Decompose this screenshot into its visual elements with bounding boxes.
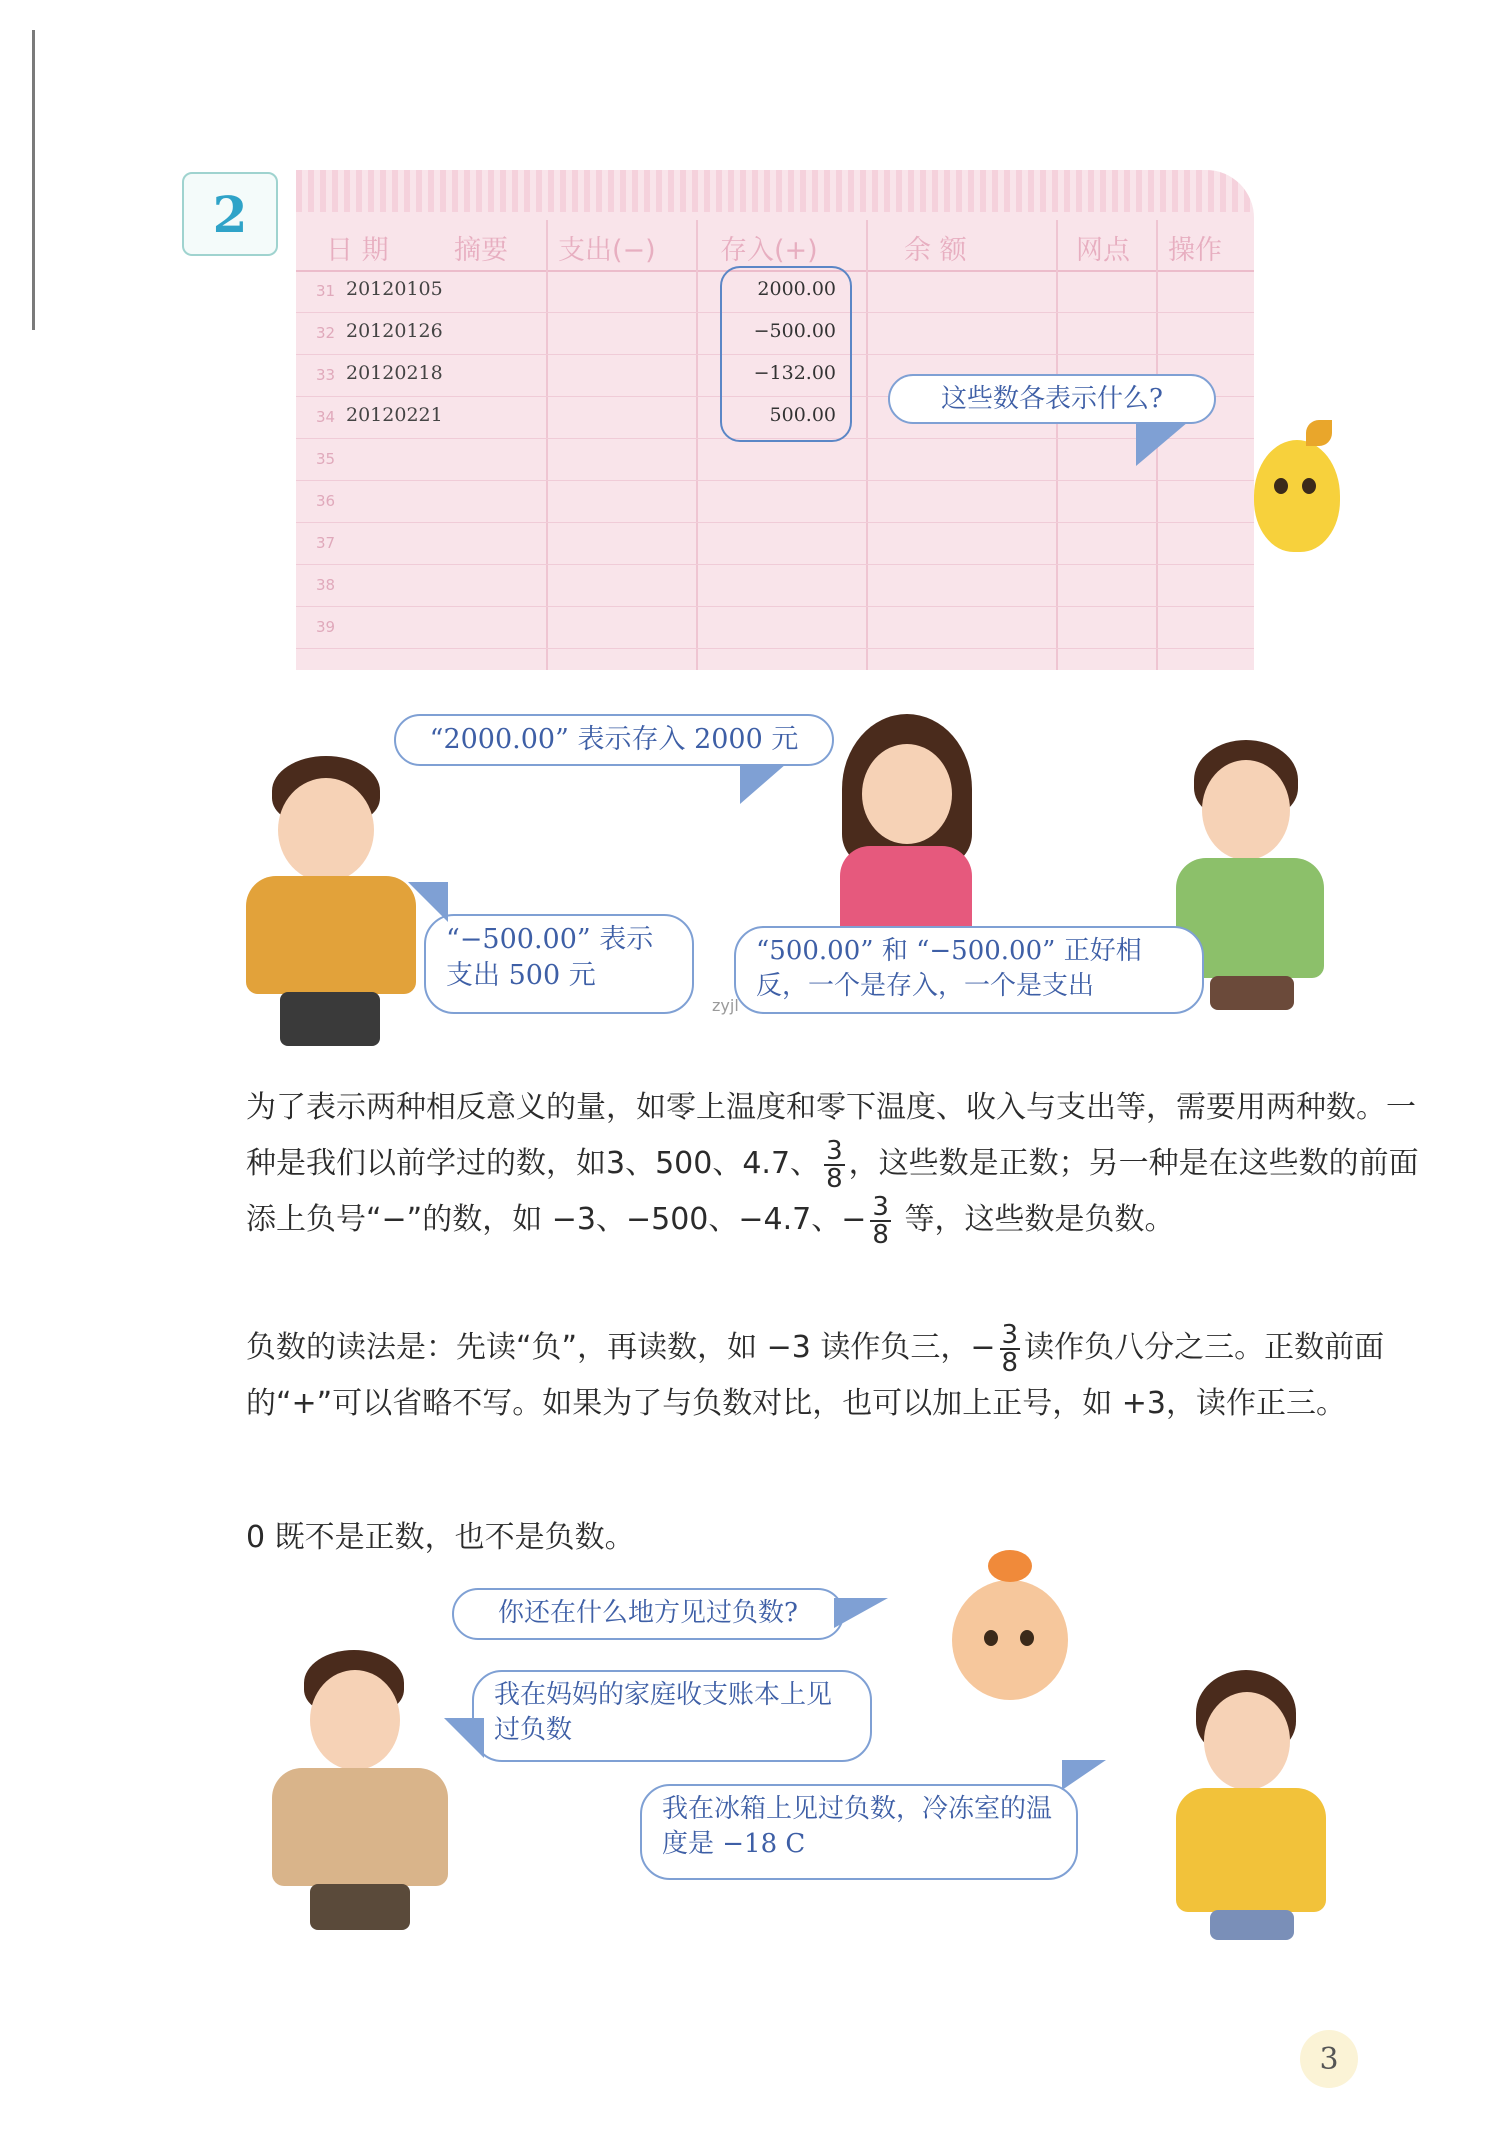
header-operator: 操作 (1168, 235, 1222, 266)
row-number: 39 (316, 618, 336, 636)
fraction (870, 1191, 891, 1250)
fraction-denominator: 8 (872, 1219, 889, 1250)
fraction-denominator: 8 (826, 1163, 843, 1194)
question-text: 这些数各表示什么? (941, 384, 1163, 414)
bubble-tail (408, 882, 448, 922)
header-date: 日 期 (326, 235, 389, 266)
jacket (246, 876, 416, 994)
paragraph-text: 等，这些数是负数。 (894, 1202, 1175, 1237)
face (310, 1670, 400, 1770)
row-amount: 500.00 (769, 404, 836, 426)
bubble-tail (834, 1598, 888, 1628)
fraction-denominator: 8 (1001, 1347, 1019, 1378)
boy-brown-illustration (262, 1650, 462, 1930)
girl-yellow-illustration (1166, 1670, 1336, 1940)
pants (1210, 1910, 1294, 1940)
mascot-bow (988, 1550, 1032, 1582)
table-row (296, 522, 1254, 565)
account-book-text: 我在妈妈的家庭收支账本上见过负数 (494, 1680, 833, 1746)
row-amount: −132.00 (753, 362, 836, 384)
fraction-numerator: 3 (826, 1135, 843, 1166)
mascot-eye (984, 1630, 998, 1646)
table-row (296, 564, 1254, 607)
mascot-leaf (1306, 420, 1332, 446)
row-number: 35 (316, 450, 336, 468)
mascot-eye (1020, 1630, 1034, 1646)
opposite-text: “500.00” 和 “−500.00” 正好相反，一个是存入，一个是支出 (756, 936, 1142, 1002)
fridge-bubble (640, 1784, 1078, 1880)
paragraph-text: 读作负八分之三。正数前面的“+”可以省略不写。如果为了与负数对比，也可以加上正号，如 +3，读作正三。 (246, 1330, 1385, 1421)
where-seen-bubble (452, 1588, 844, 1640)
table-row (296, 480, 1254, 523)
row-date: 20120221 (346, 404, 443, 426)
pants (310, 1884, 410, 1930)
row-number: 31 (316, 282, 336, 300)
deposit-amount-highlight (720, 266, 852, 442)
watermark: zyjl (712, 996, 739, 1015)
mascot-body (952, 1580, 1068, 1700)
paragraph-text: 负数的读法是：先读“负”，再读数，如 −3 读作负三，− (246, 1330, 996, 1365)
row-number: 36 (316, 492, 336, 510)
pants (1210, 976, 1294, 1010)
face (1204, 1692, 1290, 1790)
table-row (296, 438, 1254, 481)
fraction-numerator: 3 (1001, 1319, 1019, 1350)
withdraw-text: “−500.00” 表示支出 500 元 (446, 924, 654, 992)
paragraph-reading (182, 1320, 1436, 1432)
mascot-body (1254, 440, 1340, 552)
bubble-tail (1136, 422, 1188, 466)
where-seen-text: 你还在什么地方见过负数? (498, 1598, 798, 1628)
header-summary: 摘要 (454, 235, 508, 266)
jacket (1176, 1788, 1326, 1912)
row-number: 33 (316, 366, 336, 384)
passbook-header-row (296, 220, 1254, 272)
paragraph-text: ，这些数是正数；另一种是在这些数的前面添上负号“−”的数，如 −3、−500、−4.7、− (246, 1146, 1419, 1237)
opposite-bubble (734, 926, 1204, 1014)
row-number: 38 (316, 576, 336, 594)
example-number: 2 (212, 184, 248, 244)
passbook-pattern (296, 170, 1254, 212)
fraction-numerator: 3 (872, 1191, 889, 1222)
mascot-eye (1302, 478, 1316, 494)
fraction (1000, 1319, 1021, 1378)
page-number: 3 (1300, 2030, 1358, 2088)
row-number: 34 (316, 408, 336, 426)
mascot-eye (1274, 478, 1288, 494)
header-branch: 网点 (1076, 235, 1130, 266)
bubble-tail (1062, 1760, 1106, 1790)
row-number: 32 (316, 324, 336, 342)
row-date: 20120126 (346, 320, 443, 342)
deposit-bubble (394, 714, 834, 766)
bubble-tail (740, 764, 786, 804)
face (1202, 760, 1290, 860)
example-number-badge (182, 172, 278, 256)
pants (280, 992, 380, 1046)
orange-mascot-illustration (940, 1550, 1080, 1720)
paragraph-definition (182, 1080, 1436, 1248)
row-amount: −500.00 (753, 320, 836, 342)
account-book-bubble (472, 1670, 872, 1762)
header-deposit: 存入(+) (720, 235, 818, 266)
table-row (296, 606, 1254, 649)
row-number: 37 (316, 534, 336, 552)
row-amount: 2000.00 (757, 278, 836, 300)
header-expense: 支出(−) (558, 235, 656, 266)
row-date: 20120105 (346, 278, 443, 300)
face (278, 778, 374, 882)
jacket (272, 1768, 448, 1886)
withdraw-bubble (424, 914, 694, 1014)
face (862, 744, 952, 844)
header-balance: 余 额 (904, 235, 967, 266)
paragraph-text: 0 既不是正数，也不是负数。 (246, 1520, 635, 1555)
row-date: 20120218 (346, 362, 443, 384)
paragraph-text: 为了表示两种相反意义的量，如零上温度和零下温度、收入与支出等，需要用两种数。一种是我们以前学过的数，如3、500、4.7、 (246, 1090, 1416, 1181)
yellow-mascot-illustration (1236, 420, 1356, 570)
paragraph-zero (182, 1510, 1436, 1566)
deposit-text: “2000.00” 表示存入 2000 元 (429, 724, 799, 755)
fraction (824, 1135, 845, 1194)
page-edge-rule (32, 30, 35, 330)
question-bubble (888, 374, 1216, 424)
fridge-text: 我在冰箱上见过负数，冷冻室的温度是 −18 C (662, 1794, 1053, 1860)
boy-illustration (232, 756, 432, 1046)
